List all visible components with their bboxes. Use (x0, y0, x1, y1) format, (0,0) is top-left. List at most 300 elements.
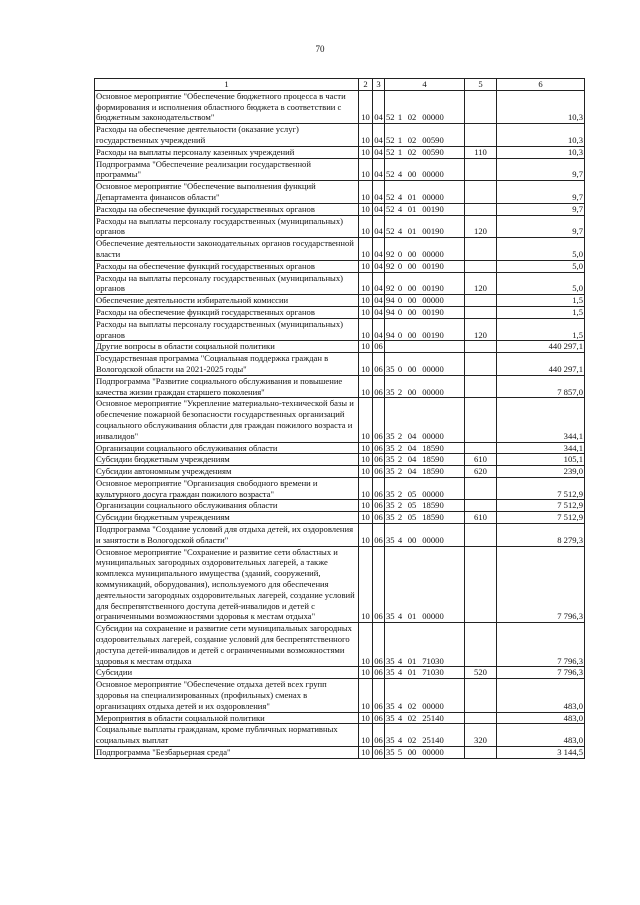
row-subsection-code: 06 (373, 623, 385, 667)
table-row (95, 442, 585, 454)
row-amount: 344,1 (497, 442, 585, 454)
article-code-part: 01 (407, 655, 417, 666)
article-code-part: 4 (397, 226, 403, 237)
article-code-part: 52 (386, 134, 395, 145)
row-amount: 1,5 (497, 295, 585, 307)
row-name: Подпрограмма "Безбарьерная среда" (95, 747, 359, 759)
table-row (95, 747, 585, 759)
header-cell: 4 (385, 79, 465, 91)
table-row (95, 341, 585, 353)
row-name: Расходы на выплаты персоналу казенных учреждений (95, 146, 359, 158)
row-section-code: 10 (359, 375, 373, 398)
row-amount: 5,0 (497, 272, 585, 295)
article-code-part: 92 (386, 283, 395, 294)
row-name: Расходы на обеспечение функций государственных органов (95, 203, 359, 215)
row-target-article-code (385, 623, 465, 667)
article-code-part: 00 (407, 169, 417, 180)
row-expense-type-code (465, 524, 497, 547)
row-expense-type-code (465, 477, 497, 500)
article-code-part: 0 (397, 248, 403, 259)
row-amount: 7 796,3 (497, 546, 585, 623)
table-row (95, 375, 585, 398)
row-section-code: 10 (359, 524, 373, 547)
row-target-article-code (385, 158, 465, 181)
header-cell: 2 (359, 79, 373, 91)
row-subsection-code: 04 (374, 295, 383, 306)
row-target-article-code (385, 272, 465, 295)
row-target-article-code (385, 398, 465, 442)
row-section-code: 10 (359, 466, 373, 478)
article-code-part: 02 (407, 700, 417, 711)
article-code-part: 1 (397, 146, 403, 157)
article-code-part: 02 (407, 712, 417, 723)
row-target-article-code (385, 454, 465, 466)
row-amount: 5,0 (497, 238, 585, 261)
table-row (95, 90, 585, 123)
row-section-code: 10 (359, 318, 373, 341)
article-code-part: 35 (386, 700, 395, 711)
row-name: Расходы на выплаты персоналу государственных (муниципальных) органов (95, 318, 359, 341)
article-code-part: 52 (386, 169, 395, 180)
article-code-part: 35 (386, 534, 395, 545)
row-expense-type-code (465, 375, 497, 398)
row-subsection-code: 06 (373, 524, 385, 547)
row-amount: 10,3 (497, 90, 585, 123)
row-expense-type-code: 320 (465, 724, 497, 747)
article-code-part: 52 (386, 226, 395, 237)
row-amount: 8 279,3 (497, 524, 585, 547)
row-subsection-code: 06 (373, 398, 385, 442)
article-code-part: 52 (386, 191, 395, 202)
article-code-part: 04 (407, 430, 417, 441)
table-row (95, 353, 585, 376)
row-expense-type-code: 110 (465, 146, 497, 158)
table-row (95, 546, 585, 623)
row-expense-type-code: 620 (465, 466, 497, 478)
row-subsection-code: 06 (374, 341, 383, 352)
row-name: Субсидии бюджетным учреждениям (95, 512, 359, 524)
row-amount: 483,0 (497, 679, 585, 712)
row-target-article-code (385, 181, 465, 204)
article-code-part: 0 (397, 295, 403, 306)
row-expense-type-code (465, 158, 497, 181)
article-code-part: 00000 (422, 191, 444, 202)
row-target-article-code (385, 442, 465, 454)
table-row (95, 203, 585, 215)
row-subsection-code: 06 (374, 500, 383, 511)
row-target-article-code (385, 477, 465, 500)
header-cell: 6 (497, 79, 585, 91)
row-name: Государственная программа "Социальная поддержка граждан в Вологодской области на 2021-2025 годы" (95, 353, 359, 376)
row-section-code: 10 (359, 747, 373, 759)
row-subsection-code: 06 (374, 466, 383, 477)
article-code-part: 05 (407, 488, 417, 499)
row-target-article-code (385, 747, 465, 759)
row-expense-type-code (465, 500, 497, 512)
row-amount: 3 144,5 (497, 747, 585, 759)
row-subsection-code: 06 (373, 546, 385, 623)
article-code-part: 2 (397, 386, 403, 397)
article-code-part: 35 (386, 466, 395, 477)
article-code-part: 0 (397, 283, 403, 294)
article-code-part: 00 (407, 747, 417, 758)
article-code-part: 35 (386, 386, 395, 397)
row-amount: 105,1 (497, 454, 585, 466)
article-code-part: 00590 (422, 146, 444, 157)
row-target-article-code (385, 260, 465, 272)
row-section-code: 10 (359, 623, 373, 667)
table-row (95, 181, 585, 204)
article-code-part: 4 (397, 667, 403, 678)
article-code-part: 2 (397, 454, 403, 465)
table-row (95, 667, 585, 679)
article-code-part: 2 (397, 466, 403, 477)
row-target-article-code (385, 524, 465, 547)
table-row (95, 712, 585, 724)
table-row (95, 295, 585, 307)
table-row (95, 146, 585, 158)
row-target-article-code (385, 724, 465, 747)
row-name: Подпрограмма "Обеспечение реализации государственной программы" (95, 158, 359, 181)
article-code-part: 5 (397, 747, 403, 758)
article-code-part: 00000 (422, 295, 444, 306)
row-subsection-code: 06 (374, 512, 383, 523)
article-code-part: 02 (407, 112, 417, 123)
row-name: Субсидии автономным учреждениям (95, 466, 359, 478)
row-amount: 440 297,1 (497, 341, 585, 353)
row-section-code: 10 (359, 238, 373, 261)
row-subsection-code: 06 (374, 712, 383, 723)
row-subsection-code: 04 (373, 124, 385, 147)
article-code-part: 02 (407, 134, 417, 145)
article-code-part: 92 (386, 260, 395, 271)
page-number: 70 (315, 44, 325, 54)
row-amount: 483,0 (497, 724, 585, 747)
row-expense-type-code (465, 623, 497, 667)
article-code-part: 18590 (422, 466, 444, 477)
article-code-part: 02 (407, 146, 417, 157)
row-expense-type-code (465, 306, 497, 318)
row-amount: 483,0 (497, 712, 585, 724)
article-code-part: 2 (397, 442, 403, 453)
row-section-code: 10 (359, 724, 373, 747)
row-section-code: 10 (359, 712, 373, 724)
article-code-part: 00000 (422, 611, 444, 622)
article-code-part: 00190 (422, 283, 444, 294)
article-code-part: 1 (397, 134, 403, 145)
row-subsection-code: 04 (374, 203, 383, 214)
row-name: Расходы на выплаты персоналу государственных (муниципальных) органов (95, 272, 359, 295)
article-code-part: 00000 (422, 747, 444, 758)
row-expense-type-code: 520 (465, 667, 497, 679)
article-code-part: 05 (407, 500, 417, 511)
table-row (95, 454, 585, 466)
row-name: Обеспечение деятельности избирательной комиссии (95, 295, 359, 307)
row-name: Основное мероприятие "Обеспечение отдыха детей всех групп здоровья на специализированных (профильных) сменах в организациях отдыха детей и их оздоровления" (95, 679, 359, 712)
row-section-code: 10 (359, 679, 373, 712)
row-subsection-code: 04 (373, 238, 385, 261)
header-cell: 3 (373, 79, 385, 91)
row-name: Организации социального обслуживания области (95, 442, 359, 454)
row-target-article-code (385, 466, 465, 478)
article-code-part: 35 (386, 735, 395, 746)
row-subsection-code: 04 (373, 215, 385, 238)
article-code-part: 0 (397, 260, 403, 271)
article-code-part: 00 (407, 386, 417, 397)
row-amount: 5,0 (497, 260, 585, 272)
row-target-article-code (385, 90, 465, 123)
row-expense-type-code: 610 (465, 512, 497, 524)
article-code-part: 18590 (422, 500, 444, 511)
article-code-part: 71030 (422, 667, 444, 678)
article-code-part: 01 (407, 226, 417, 237)
row-name: Расходы на обеспечение функций государственных органов (95, 306, 359, 318)
row-amount: 7 857,0 (497, 375, 585, 398)
article-code-part: 04 (407, 442, 417, 453)
article-code-part: 25140 (422, 712, 444, 723)
row-section-code: 10 (359, 306, 373, 318)
row-target-article-code (385, 318, 465, 341)
row-amount: 9,7 (497, 158, 585, 181)
article-code-part: 52 (386, 146, 395, 157)
row-amount: 9,7 (497, 215, 585, 238)
article-code-part: 92 (386, 248, 395, 259)
row-subsection-code: 04 (374, 260, 383, 271)
table-row (95, 500, 585, 512)
row-name: Субсидии (95, 667, 359, 679)
article-code-part: 4 (397, 169, 403, 180)
row-target-article-code (385, 679, 465, 712)
article-code-part: 2 (397, 430, 403, 441)
article-code-part: 05 (407, 512, 417, 523)
row-name: Основное мероприятие "Укрепление материально-технической базы и обеспечение пожарной безопасности государственных организаций социального обслуживания области для граждан пожилого возраста и инвалидов" (95, 398, 359, 442)
row-section-code: 10 (359, 158, 373, 181)
article-code-part: 00190 (422, 203, 444, 214)
article-code-part: 00 (407, 248, 417, 259)
article-code-part: 0 (397, 329, 403, 340)
row-subsection-code: 04 (373, 158, 385, 181)
row-section-code: 10 (359, 272, 373, 295)
article-code-part: 35 (386, 430, 395, 441)
row-name: Субсидии на сохранение и развитие сети муниципальных загородных оздоровительных лагерей, создание условий для беспрепятственного доступа детей-инвалидов и детей с ограниченными возможностями здоровья к местам отдыха (95, 623, 359, 667)
row-section-code: 10 (359, 477, 373, 500)
article-code-part: 35 (386, 454, 395, 465)
article-code-part: 00000 (422, 430, 444, 441)
row-subsection-code: 06 (373, 375, 385, 398)
article-code-part: 01 (407, 191, 417, 202)
row-amount: 7 796,3 (497, 623, 585, 667)
row-target-article-code (385, 667, 465, 679)
row-subsection-code: 04 (373, 181, 385, 204)
row-section-code: 10 (359, 341, 373, 353)
row-expense-type-code (465, 398, 497, 442)
table-header-row (95, 79, 585, 91)
article-code-part: 2 (397, 500, 403, 511)
article-code-part: 4 (397, 611, 403, 622)
article-code-part: 00 (407, 283, 417, 294)
row-target-article-code (385, 712, 465, 724)
row-target-article-code (385, 546, 465, 623)
row-name: Расходы на выплаты персоналу государственных (муниципальных) органов (95, 215, 359, 238)
article-code-part: 00190 (422, 260, 444, 271)
article-code-part: 00190 (422, 329, 444, 340)
article-code-part: 35 (386, 747, 395, 758)
table-row (95, 272, 585, 295)
row-name: Социальные выплаты гражданам, кроме публичных нормативных социальных выплат (95, 724, 359, 747)
table-row (95, 398, 585, 442)
row-subsection-code: 06 (373, 477, 385, 500)
row-amount: 10,3 (497, 124, 585, 147)
table-row (95, 524, 585, 547)
table-row (95, 477, 585, 500)
article-code-part: 18590 (422, 512, 444, 523)
article-code-part: 00000 (422, 386, 444, 397)
row-subsection-code: 06 (373, 679, 385, 712)
row-name: Обеспечение деятельности законодательных органов государственной власти (95, 238, 359, 261)
table-row (95, 679, 585, 712)
row-section-code: 10 (359, 124, 373, 147)
row-expense-type-code (465, 679, 497, 712)
article-code-part: 18590 (422, 442, 444, 453)
row-expense-type-code: 120 (465, 318, 497, 341)
table-row (95, 318, 585, 341)
row-name: Подпрограмма "Создание условий для отдыха детей, их оздоровления и занятости в Вологодской области" (95, 524, 359, 547)
row-target-article-code (385, 203, 465, 215)
row-amount: 7 512,9 (497, 512, 585, 524)
article-code-part: 00000 (422, 363, 444, 374)
table-row (95, 260, 585, 272)
row-expense-type-code: 610 (465, 454, 497, 466)
table-row (95, 466, 585, 478)
article-code-part: 35 (386, 500, 395, 511)
row-target-article-code (385, 295, 465, 307)
article-code-part: 04 (407, 466, 417, 477)
article-code-part: 00 (407, 363, 417, 374)
table-row (95, 238, 585, 261)
article-code-part: 00 (407, 260, 417, 271)
header-cell: 5 (465, 79, 497, 91)
row-section-code: 10 (359, 90, 373, 123)
header-cell: 1 (95, 79, 359, 91)
article-code-part: 2 (397, 488, 403, 499)
row-target-article-code (385, 306, 465, 318)
row-target-article-code (385, 341, 465, 353)
row-amount: 7 796,3 (497, 667, 585, 679)
article-code-part: 00 (407, 534, 417, 545)
article-code-part: 35 (386, 488, 395, 499)
table-row (95, 306, 585, 318)
row-expense-type-code (465, 90, 497, 123)
article-code-part: 94 (386, 295, 395, 306)
row-subsection-code: 04 (374, 146, 383, 157)
row-subsection-code: 06 (374, 454, 383, 465)
table-row (95, 623, 585, 667)
article-code-part: 52 (386, 112, 395, 123)
row-name: Расходы на обеспечение деятельности (оказание услуг) государственных учреждений (95, 124, 359, 147)
article-code-part: 00000 (422, 488, 444, 499)
row-target-article-code (385, 375, 465, 398)
article-code-part: 35 (386, 667, 395, 678)
article-code-part: 0 (397, 363, 403, 374)
row-expense-type-code (465, 124, 497, 147)
row-target-article-code (385, 512, 465, 524)
article-code-part: 1 (397, 112, 403, 123)
row-subsection-code: 04 (374, 306, 383, 317)
article-code-part: 52 (386, 203, 395, 214)
article-code-part: 00000 (422, 700, 444, 711)
article-code-part: 01 (407, 203, 417, 214)
row-section-code: 10 (359, 146, 373, 158)
article-code-part: 00 (407, 295, 417, 306)
article-code-part: 02 (407, 735, 417, 746)
row-expense-type-code (465, 353, 497, 376)
row-expense-type-code (465, 747, 497, 759)
row-expense-type-code (465, 203, 497, 215)
article-code-part: 4 (397, 712, 403, 723)
article-code-part: 4 (397, 203, 403, 214)
row-section-code: 10 (359, 667, 373, 679)
row-target-article-code (385, 124, 465, 147)
row-amount: 344,1 (497, 398, 585, 442)
row-expense-type-code (465, 546, 497, 623)
article-code-part: 00000 (422, 534, 444, 545)
row-expense-type-code (465, 442, 497, 454)
table-row (95, 724, 585, 747)
row-name: Мероприятия в области социальной политики (95, 712, 359, 724)
row-section-code: 10 (359, 398, 373, 442)
row-subsection-code: 04 (373, 90, 385, 123)
article-code-part: 00000 (422, 112, 444, 123)
article-code-part: 04 (407, 454, 417, 465)
row-expense-type-code (465, 238, 497, 261)
article-code-part: 35 (386, 712, 395, 723)
row-target-article-code (385, 238, 465, 261)
row-amount: 239,0 (497, 466, 585, 478)
article-code-part: 2 (397, 512, 403, 523)
row-amount: 7 512,9 (497, 500, 585, 512)
row-section-code: 10 (359, 500, 373, 512)
row-name: Расходы на обеспечение функций государственных органов (95, 260, 359, 272)
row-expense-type-code (465, 712, 497, 724)
row-name: Основное мероприятие "Сохранение и развитие сети областных и муниципальных загородных оздоровительных лагерей, а также комплекса муниципального имущества (зданий, сооружений, коммуникаций, оборудования), используемого для обеспечения деятельности загородных оздоровительных лагерей, создание условий для беспрепятственного доступа детей-инвалидов и детей с ограниченными возможностями здоровья к местам отдыха" (95, 546, 359, 623)
row-name: Основное мероприятие "Организация свободного времени и культурного досуга граждан пожилого возраста" (95, 477, 359, 500)
row-target-article-code (385, 215, 465, 238)
article-code-part: 00 (407, 329, 417, 340)
row-expense-type-code (465, 260, 497, 272)
row-target-article-code (385, 146, 465, 158)
article-code-part: 0 (397, 306, 403, 317)
article-code-part: 4 (397, 655, 403, 666)
article-code-part: 35 (386, 363, 395, 374)
row-expense-type-code: 120 (465, 215, 497, 238)
article-code-part: 94 (386, 329, 395, 340)
table-row (95, 215, 585, 238)
row-subsection-code: 06 (373, 724, 385, 747)
table-row (95, 512, 585, 524)
row-amount: 9,7 (497, 203, 585, 215)
row-amount: 1,5 (497, 306, 585, 318)
article-code-part: 00590 (422, 134, 444, 145)
article-code-part: 4 (397, 735, 403, 746)
row-name: Основное мероприятие "Обеспечение выполнения функций Департамента финансов области" (95, 181, 359, 204)
row-name: Подпрограмма "Развитие социального обслуживания и повышение качества жизни граждан старшего поколения" (95, 375, 359, 398)
row-section-code: 10 (359, 295, 373, 307)
row-section-code: 10 (359, 512, 373, 524)
article-code-part: 35 (386, 611, 395, 622)
article-code-part: 00000 (422, 169, 444, 180)
row-amount: 7 512,9 (497, 477, 585, 500)
row-section-code: 10 (359, 546, 373, 623)
